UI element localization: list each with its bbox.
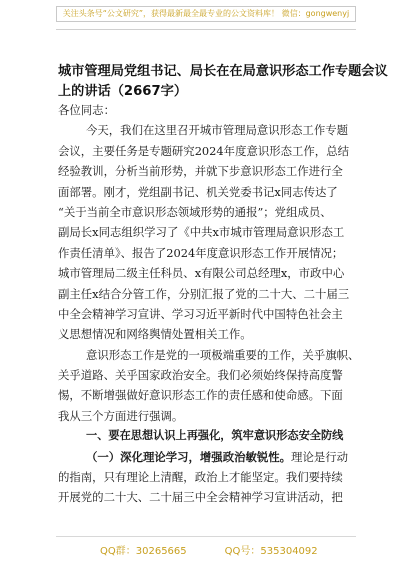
body-line: 意识形态工作是党的一项极端重要的工作，关乎旗帜、 (86, 347, 360, 362)
body-line: 的指南，只有理论上清醒，政治上才能坚定。我们要持续 (58, 470, 343, 485)
title-line: 上的讲话（2667字） (58, 84, 188, 99)
body-line: 开展党的二十大、二十届三中全会精神学习宣讲活动，把 (58, 490, 343, 505)
body-line: 会议，主要任务是专题研究2024年度意识形态工作，总结 (58, 143, 349, 158)
body-line: 城市管理局二级主任科员、x有限公司总经理x，市政中心 (58, 266, 345, 281)
footer-divider (56, 536, 356, 537)
salutation: 各位同志： (58, 103, 115, 117)
body-line: 副局长x同志组织学习了《中共x市城市管理局意识形态工 (58, 225, 345, 240)
body-line: 面部署。刚才，党组副书记、机关党委书记x同志传达了 (58, 184, 338, 199)
footer-contacts (100, 542, 320, 557)
subsection-heading: （一）深化理论学习，增强政治敏锐性。 (86, 449, 292, 464)
body-line: 副主任x结合分管工作，分别汇报了党的二十大、二十届三 (58, 286, 350, 301)
title-line: 城市管理局党组书记、局长在在局意识形态工作专题会议 (58, 64, 388, 79)
section-heading: 一、要在思想认识上再强化，筑牢意识形态安全防线 (86, 429, 344, 443)
subsection-text: 理论是行动 (291, 449, 349, 464)
body-line: 义思想情况和网络舆情处置相关工作。 (58, 327, 252, 342)
body-line: 作责任清单》、报告了2024年度意识形态工作开展情况； (58, 245, 344, 260)
body-line: 经验教训，分析当前形势，并就下步意识形态工作进行全 (58, 164, 343, 179)
body-line: 今天，我们在这里召开城市管理局意识形态工作专题 (86, 123, 348, 138)
header-banner: 关注头条号“公文研究”，获得最新最全最专业的公文资料库！ 微信：gongwenyj (56, 6, 356, 22)
subsection-line (58, 447, 354, 467)
document-title (58, 62, 388, 102)
body-line: 我从三个方面进行强调。 (58, 408, 184, 423)
body-line: 惕，不断增强做好意识形态工作的责任感和使命感。下面 (58, 388, 343, 403)
body-line: 关乎道路、关乎国家政治安全。我们必须始终保持高度警 (58, 368, 343, 383)
document-body (58, 100, 360, 508)
header-divider (56, 29, 356, 30)
footer-qq-number: QQ号：535304092 (224, 546, 318, 557)
footer-qq-group: QQ群：30265665 (100, 546, 187, 557)
body-line: 中全会精神学习宣讲、学习习近平新时代中国特色社会主 (58, 306, 343, 321)
body-line: “关于当前全市意识形态领域形势的通报”；党组成员、 (58, 204, 332, 219)
